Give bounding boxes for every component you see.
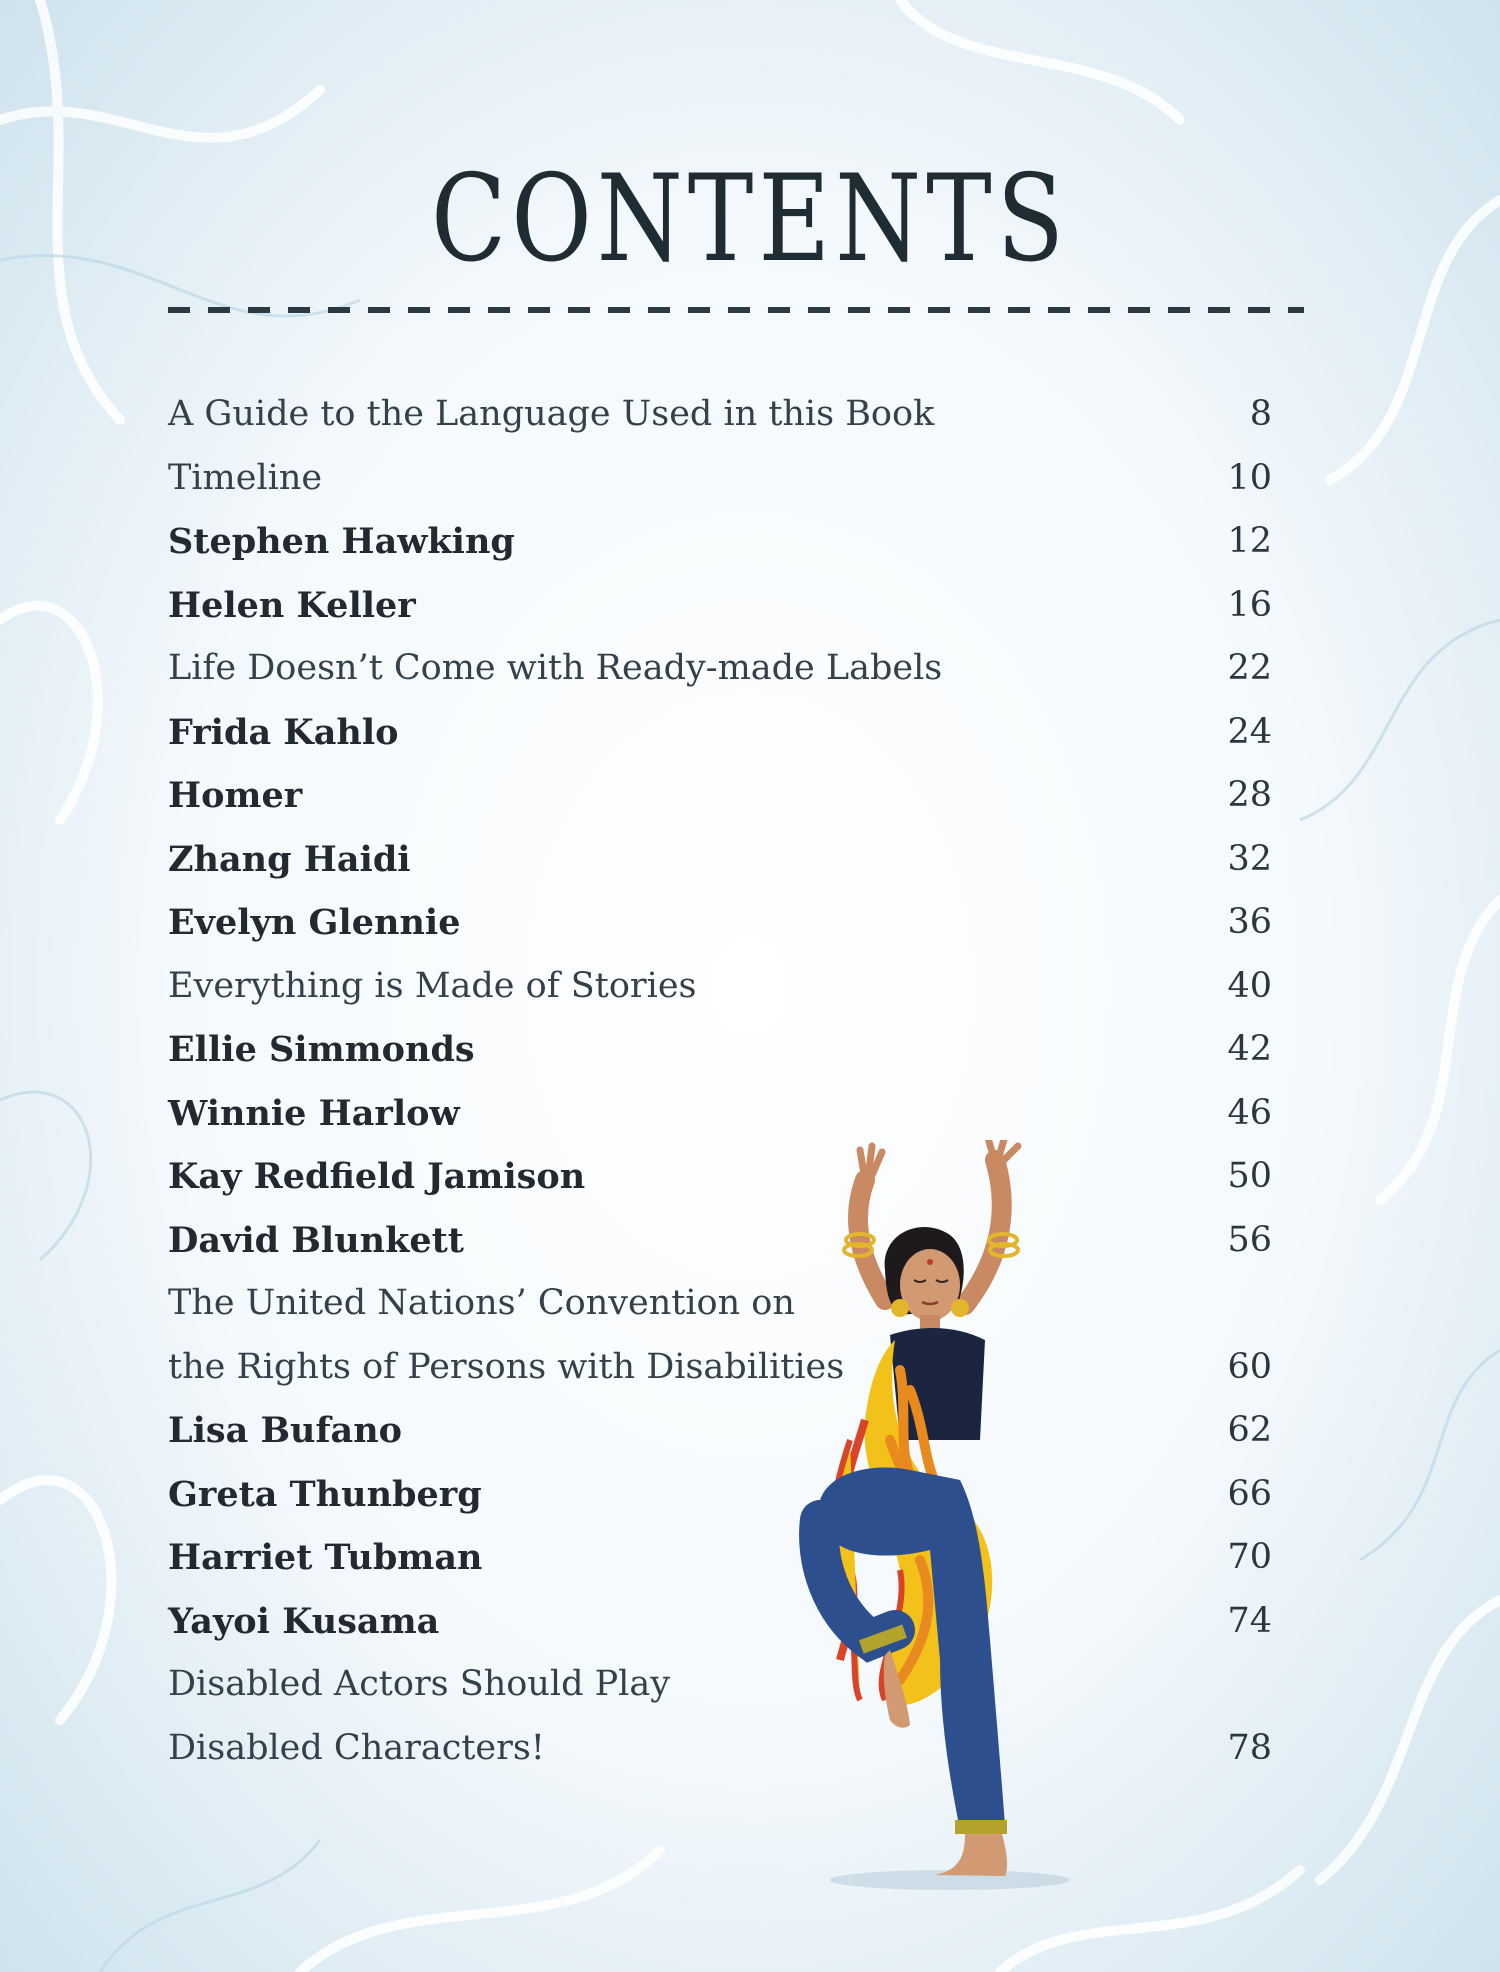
toc-page-number: 42 — [1227, 1029, 1272, 1069]
toc-entry-title: Greta Thunberg — [168, 1473, 482, 1515]
toc-entry-title: Zhang Haidi — [168, 838, 411, 880]
toc-entry-title: Evelyn Glennie — [168, 902, 461, 943]
toc-entry-title: The United Nations’ Convention on — [168, 1283, 795, 1323]
toc-page-number: 24 — [1227, 711, 1272, 752]
toc-entry[interactable] — [168, 1018, 1272, 1082]
toc-entry[interactable] — [168, 510, 1272, 574]
page-title: CONTENTS — [430, 150, 1070, 289]
toc-entry-title: the Rights of Persons with Disabilities — [168, 1346, 845, 1387]
toc-entry-title: Lisa Bufano — [168, 1410, 403, 1451]
toc-entry-title: David Blunkett — [168, 1219, 464, 1261]
toc-entry[interactable] — [168, 574, 1272, 638]
toc-entry-title: Yayoi Kusama — [168, 1600, 440, 1642]
toc-entry[interactable] — [168, 955, 1272, 1019]
toc-page-number: 12 — [1227, 521, 1272, 561]
toc-entry-title: Everything is Made of Stories — [168, 965, 697, 1006]
toc-page-number: 60 — [1227, 1346, 1272, 1387]
dancer-illustration — [790, 1140, 1150, 1900]
toc-page-number: 22 — [1227, 648, 1272, 688]
toc-entry-title: Stephen Hawking — [168, 521, 515, 562]
toc-page-number: 28 — [1227, 775, 1272, 815]
toc-entry[interactable] — [168, 1082, 1272, 1146]
toc-page-number: 56 — [1227, 1219, 1272, 1260]
toc-entry-title: Frida Kahlo — [168, 711, 399, 753]
toc-entry-title: Kay Redfield Jamison — [168, 1156, 586, 1197]
toc-page-number: 32 — [1227, 838, 1272, 879]
toc-page-number: 46 — [1227, 1092, 1272, 1133]
dashed-divider — [168, 307, 1304, 313]
toc-entry-title: Life Doesn’t Come with Ready-made Labels — [168, 648, 943, 688]
toc-page-number: 66 — [1227, 1473, 1272, 1514]
toc-entry[interactable] — [168, 637, 1272, 701]
toc-entry-title: Homer — [168, 775, 303, 816]
toc-page-number: 8 — [1249, 394, 1272, 434]
toc-page-number: 78 — [1227, 1727, 1272, 1768]
toc-entry-title: Ellie Simmonds — [168, 1029, 475, 1070]
toc-entry-title: Harriet Tubman — [168, 1537, 483, 1578]
toc-page-number: 74 — [1227, 1600, 1272, 1641]
toc-entry[interactable] — [168, 701, 1272, 765]
toc-entry-title: Disabled Actors Should Play — [168, 1664, 670, 1704]
toc-entry[interactable] — [168, 891, 1272, 955]
toc-entry-title: Winnie Harlow — [168, 1092, 460, 1134]
toc-page-number: 62 — [1227, 1410, 1272, 1450]
toc-entry-title: Disabled Characters! — [168, 1727, 545, 1768]
toc-page-number: 70 — [1227, 1537, 1272, 1577]
toc-entry-title: Helen Keller — [168, 584, 416, 626]
toc-entry[interactable] — [168, 383, 1272, 447]
toc-page-number: 40 — [1227, 965, 1272, 1006]
toc-entry[interactable] — [168, 828, 1272, 892]
toc-entry-title: A Guide to the Language Used in this Book — [168, 394, 935, 434]
toc-entry-title: Timeline — [168, 457, 323, 498]
toc-page-number: 10 — [1227, 457, 1272, 498]
toc-page-number: 36 — [1227, 902, 1272, 942]
toc-page-number: 16 — [1227, 584, 1272, 625]
toc-page-number: 50 — [1227, 1156, 1272, 1196]
toc-entry[interactable] — [168, 447, 1272, 511]
toc-entry[interactable] — [168, 764, 1272, 828]
